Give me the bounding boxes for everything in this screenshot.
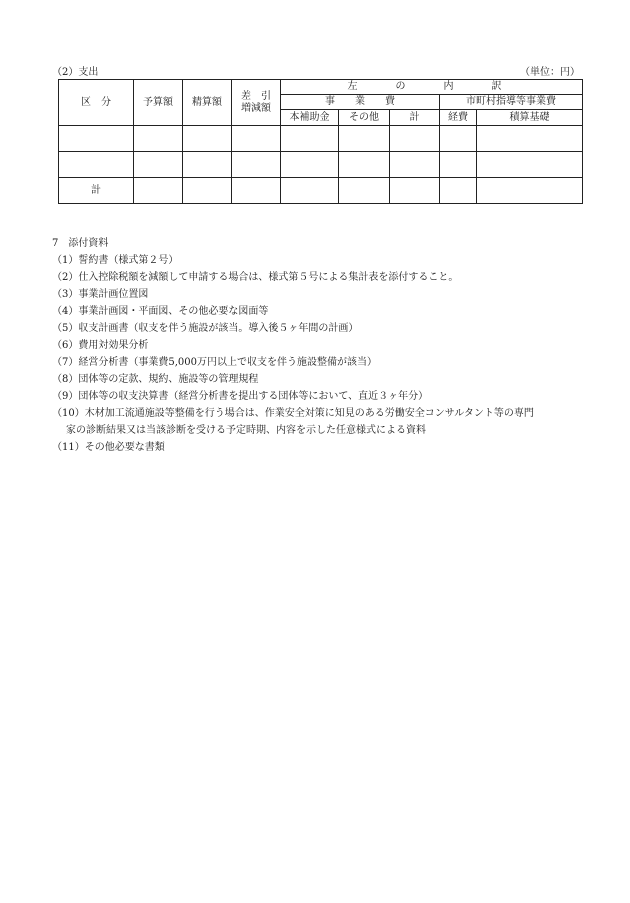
table-row — [59, 126, 583, 152]
header-keihi: 経費 — [440, 110, 477, 126]
table-row — [59, 152, 583, 178]
header-honhojo: 本補助金 — [281, 110, 339, 126]
attachment-item-7: （7）経営分析書（事業費5,000万円以上で収支を伴う施設整備が該当） — [52, 357, 377, 368]
header-uchiwake: 左 の 内 訳 — [281, 80, 583, 95]
attachment-item-5: （5）収支計画書（収支を伴う施設が該当。導入後５ヶ年間の計画） — [52, 323, 359, 334]
attachment-item-9: （9）団体等の収支決算書（経営分析書を提出する団体等において、直近３ヶ年分） — [52, 391, 429, 402]
header-kubun: 区 分 — [59, 80, 134, 126]
header-shichoson: 市町村指導等事業費 — [440, 95, 583, 110]
attachment-item-4: （4）事業計画図・平面図、その他必要な図面等 — [52, 306, 269, 317]
header-seisan: 精算額 — [183, 80, 232, 126]
expenditure-heading-row — [52, 63, 580, 77]
attachment-item-10-continuation: 家の診断結果又は当該診断を受ける予定時期、内容を示した任意様式による資料 — [66, 425, 426, 436]
attachment-item-8: （8）団体等の定款、規約、施設等の管理規程 — [52, 374, 259, 385]
header-row-1 — [59, 80, 583, 95]
attachment-item-2: （2）仕入控除税額を減額して申請する場合は、様式第５号による集計表を添付すること。 — [52, 272, 459, 283]
total-row-label: 計 — [59, 178, 134, 204]
header-yosan: 予算額 — [134, 80, 183, 126]
attachment-item-3: （3）事業計画位置図 — [52, 289, 149, 300]
header-sahiki — [232, 80, 281, 126]
unit-label: （単位：円） — [520, 67, 580, 78]
attachment-item-11: （11）その他必要な書類 — [52, 442, 165, 453]
header-sahiki-line1: 差 引 — [241, 90, 271, 102]
header-jigyohi: 事 業 費 — [281, 95, 440, 110]
header-sahiki-line2: 増減額 — [241, 102, 271, 114]
attachment-item-1: （1）誓約書（様式第２号） — [52, 255, 179, 266]
expenditure-heading: （2）支出 — [52, 67, 99, 78]
header-kei: 計 — [390, 110, 440, 126]
attachments-title: 7 添付資料 — [52, 238, 109, 249]
attachment-item-10: （10）木材加工流通施設等整備を行う場合は、作業安全対策に知見のある労働安全コンサルタント等の専門 — [52, 408, 534, 419]
total-row — [59, 178, 583, 204]
header-sonota: その他 — [339, 110, 390, 126]
attachments-section — [52, 235, 592, 456]
expenditure-table — [58, 79, 583, 204]
attachment-item-6: （6）費用対効果分析 — [52, 340, 149, 351]
header-sekisan: 積算基礎 — [477, 110, 583, 126]
